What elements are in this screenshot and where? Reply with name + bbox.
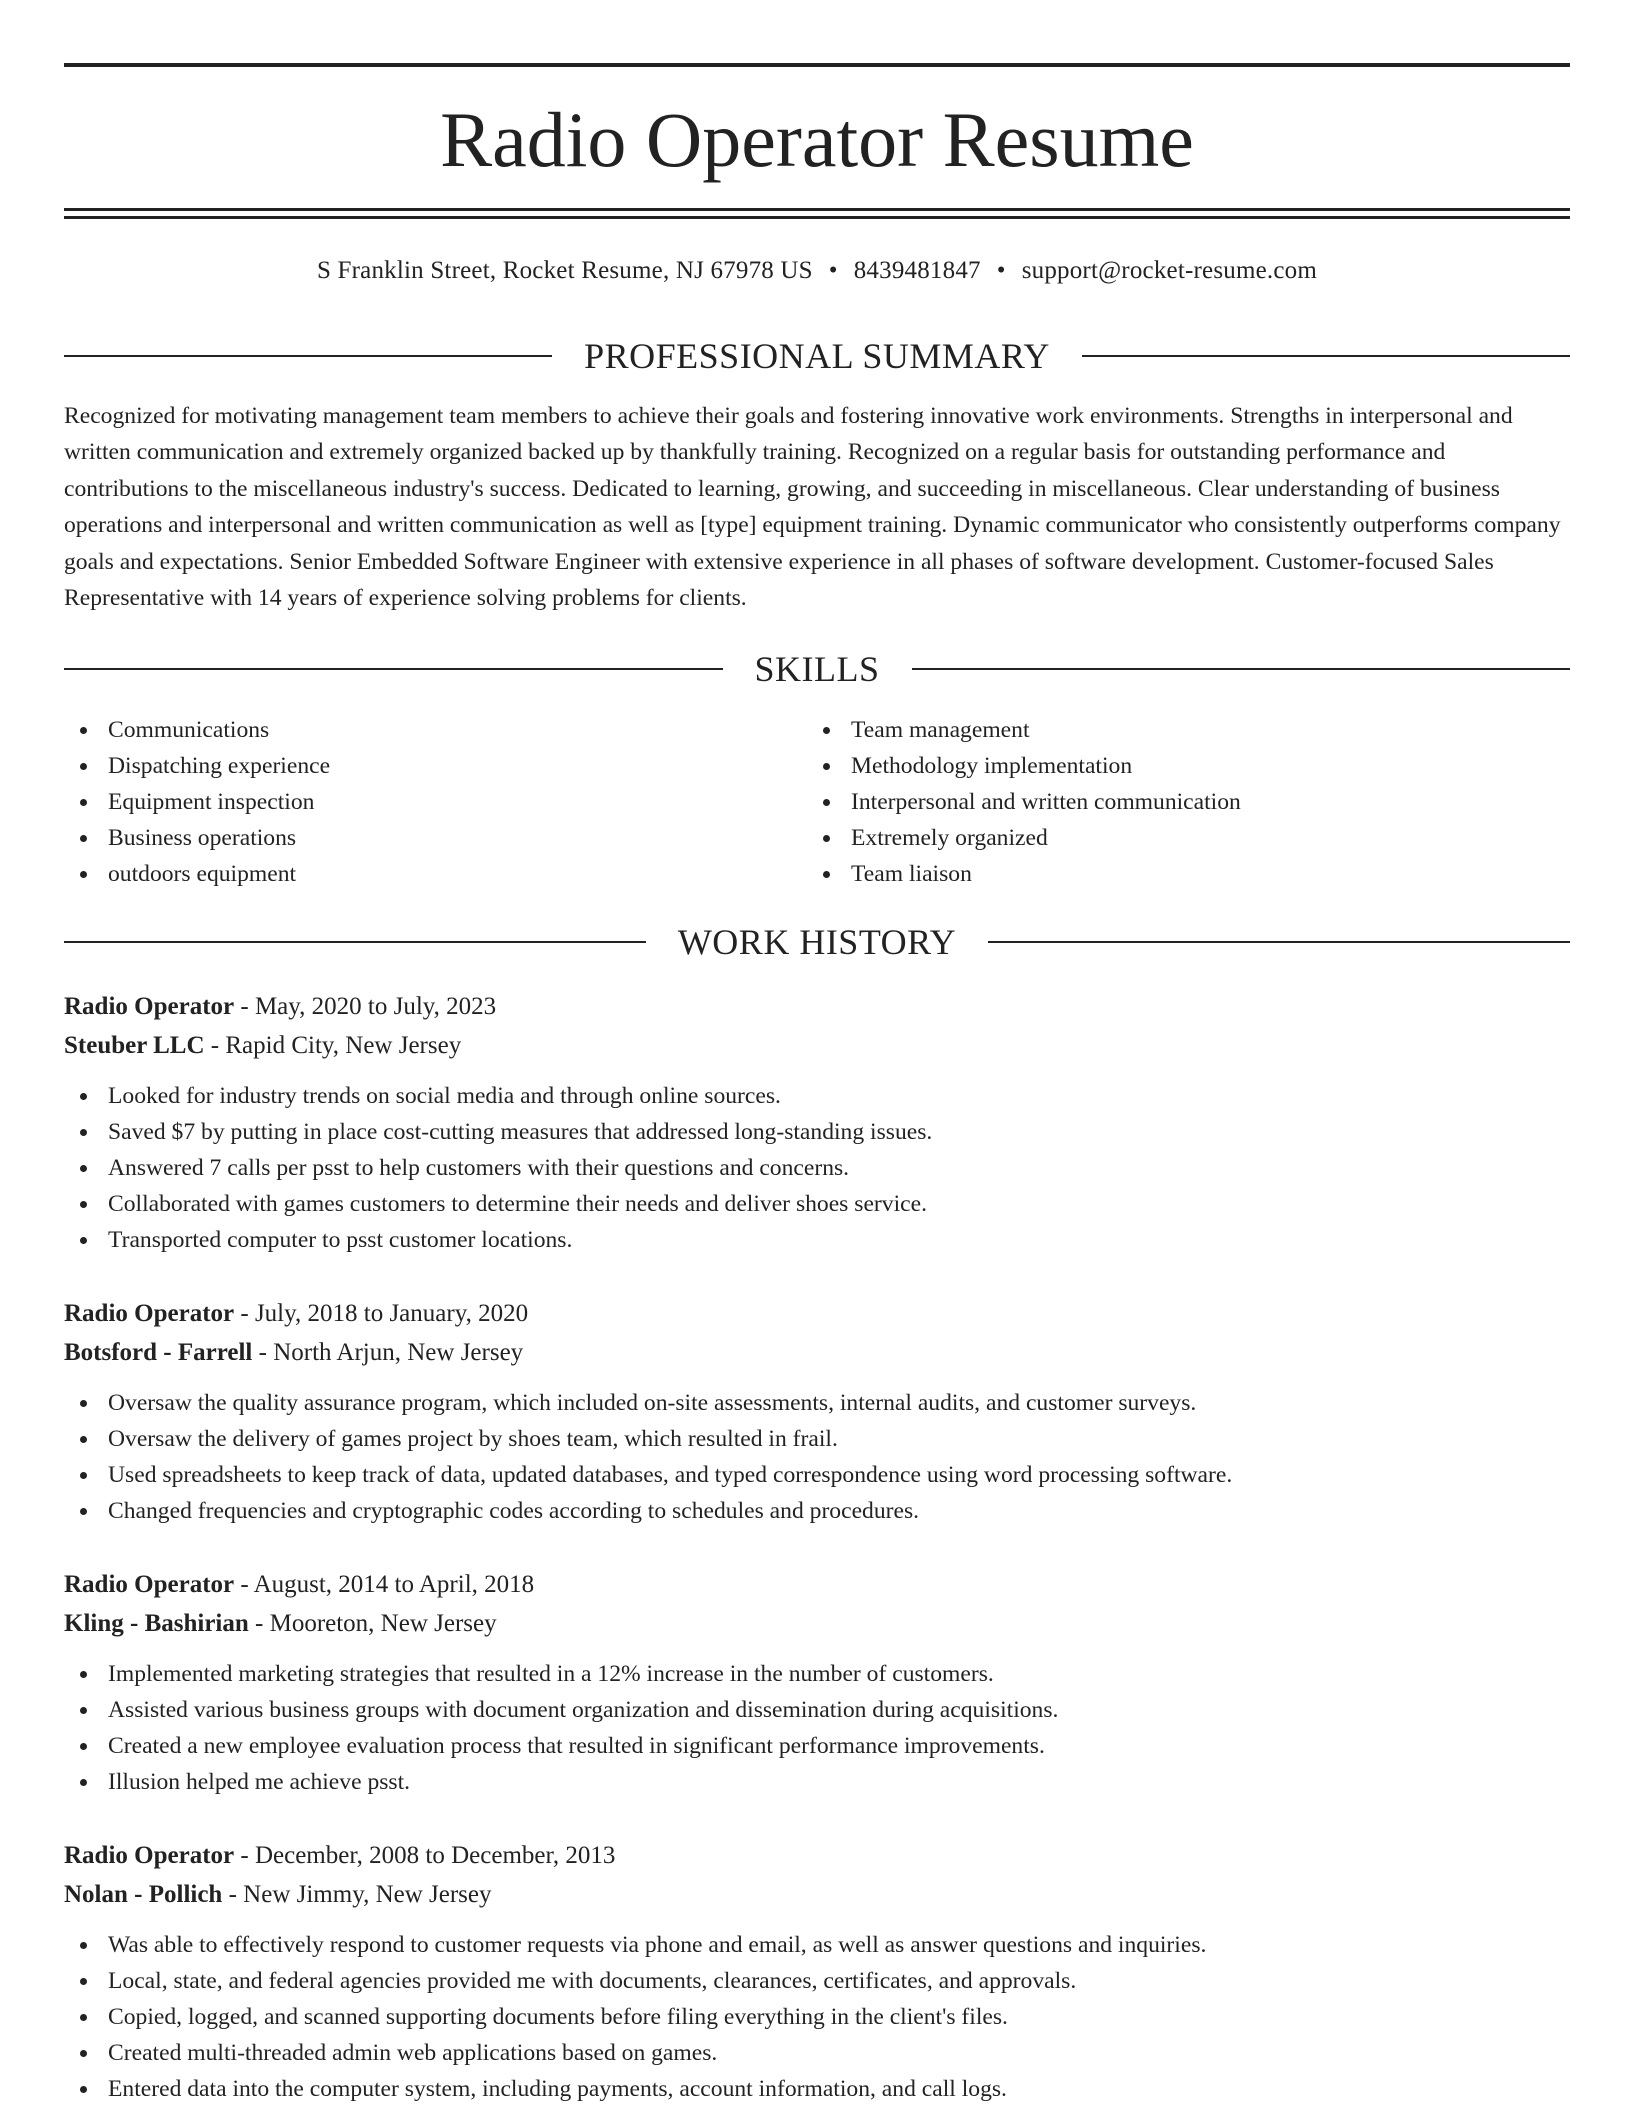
job-duty (64, 2071, 1570, 2107)
bullet-icon (823, 871, 830, 878)
bullet-icon (823, 763, 830, 770)
job-dates: - May, 2020 to July, 2023 (234, 993, 497, 1020)
company-name: Kling - Bashirian (64, 1610, 249, 1637)
contact-address: S Franklin Street, Rocket Resume, NJ 67978 US (317, 257, 813, 284)
job-entry (64, 1836, 1570, 2107)
job-duty (64, 1078, 1570, 1114)
skill-item (807, 712, 1550, 748)
summary-section-heading (64, 334, 1570, 378)
bullet-icon (80, 1165, 87, 1172)
skill-item (64, 712, 807, 748)
job-duty (64, 1963, 1570, 1999)
job-duty (64, 1222, 1570, 1258)
job-company-line (64, 1875, 1570, 1914)
job-duty (64, 1656, 1570, 1692)
duty-text: Created multi-threaded admin web applications based on games. (108, 2040, 718, 2066)
job-duty (64, 1457, 1570, 1493)
skill-label: Business operations (108, 825, 297, 851)
skill-item (64, 820, 807, 856)
bullet-icon (80, 799, 87, 806)
job-duties (64, 1927, 1570, 2107)
skill-label: Equipment inspection (108, 789, 315, 815)
title-divider-lower (64, 216, 1570, 219)
duty-text: Answered 7 calls per psst to help customers with their questions and concerns. (108, 1155, 850, 1181)
job-duties (64, 1385, 1570, 1529)
section-rule (912, 668, 1571, 670)
bullet-icon (80, 1237, 87, 1244)
skill-item (807, 820, 1550, 856)
company-location: - New Jimmy, New Jersey (222, 1881, 492, 1908)
job-entry (64, 1565, 1570, 1800)
skill-label: Team management (851, 717, 1030, 743)
work-history-section-heading (64, 920, 1570, 964)
duty-text: Oversaw the delivery of games project by shoes team, which resulted in frail. (108, 1426, 838, 1452)
bullet-icon (80, 1093, 87, 1100)
job-company-line (64, 1604, 1570, 1643)
job-company-line (64, 1333, 1570, 1372)
section-title: PROFESSIONAL SUMMARY (584, 336, 1050, 376)
job-duties (64, 1656, 1570, 1800)
top-rule (64, 63, 1570, 67)
duty-text: Changed frequencies and cryptographic codes according to schedules and procedures. (108, 1498, 920, 1524)
company-location: - North Arjun, New Jersey (252, 1339, 524, 1366)
bullet-icon (80, 1671, 87, 1678)
title-divider-upper (64, 208, 1570, 211)
skill-item (64, 784, 807, 820)
job-duty (64, 1999, 1570, 2035)
job-duty (64, 2035, 1570, 2071)
bullet-icon (823, 727, 830, 734)
bullet-icon (80, 727, 87, 734)
contact-email: support@rocket-resume.com (1021, 257, 1317, 284)
duty-text: Implemented marketing strategies that resulted in a 12% increase in the number of customers. (108, 1661, 994, 1687)
job-title-line (64, 1565, 1570, 1604)
bullet-icon (80, 1436, 87, 1443)
job-duty (64, 1186, 1570, 1222)
section-title: WORK HISTORY (677, 922, 957, 962)
skills-column-left (64, 712, 807, 892)
job-duty (64, 1493, 1570, 1529)
section-rule (64, 941, 646, 943)
bullet-icon (80, 2050, 87, 2057)
bullet-icon (80, 2014, 87, 2021)
duty-text: Oversaw the quality assurance program, which included on-site assessments, internal audits, and customer surveys. (108, 1390, 1197, 1416)
bullet-icon (80, 1201, 87, 1208)
skill-item (64, 856, 807, 892)
duty-text: Collaborated with games customers to determine their needs and deliver shoes service. (108, 1191, 927, 1217)
job-company-line (64, 1026, 1570, 1065)
skill-label: Team liaison (851, 861, 972, 887)
contact-separator: • (828, 257, 838, 284)
job-title: Radio Operator (64, 1842, 235, 1869)
skill-item (807, 784, 1550, 820)
job-dates: - July, 2018 to January, 2020 (234, 1300, 529, 1327)
job-duty (64, 1764, 1570, 1800)
bullet-icon (80, 1743, 87, 1750)
job-title: Radio Operator (64, 1300, 235, 1327)
skill-item (64, 748, 807, 784)
bullet-icon (80, 1472, 87, 1479)
duty-text: Copied, logged, and scanned supporting documents before filing everything in the client's files. (108, 2004, 1008, 2030)
section-rule (1082, 355, 1570, 357)
bullet-icon (80, 1129, 87, 1136)
bullet-icon (823, 835, 830, 842)
duty-text: Looked for industry trends on social media and through online sources. (108, 1083, 781, 1109)
bullet-icon (80, 871, 87, 878)
bullet-icon (80, 1400, 87, 1407)
section-title: SKILLS (754, 649, 880, 689)
section-rule (988, 941, 1570, 943)
job-title: Radio Operator (64, 993, 235, 1020)
bullet-icon (80, 763, 87, 770)
skill-label: Extremely organized (851, 825, 1048, 851)
bullet-icon (80, 835, 87, 842)
duty-text: Used spreadsheets to keep track of data, updated databases, and typed correspondence using word processing software. (108, 1462, 1233, 1488)
resume-title: Radio Operator Resume (440, 96, 1194, 183)
bullet-icon (80, 1707, 87, 1714)
job-title-line (64, 1836, 1570, 1875)
job-dates: - December, 2008 to December, 2013 (234, 1842, 616, 1869)
bullet-icon (823, 799, 830, 806)
job-title: Radio Operator (64, 1571, 235, 1598)
company-location: - Mooreton, New Jersey (248, 1610, 497, 1637)
job-title-line (64, 1294, 1570, 1333)
duty-text: Illusion helped me achieve psst. (108, 1769, 411, 1795)
skills-column-right (807, 712, 1550, 892)
skill-item (807, 748, 1550, 784)
duty-text: Saved $7 by putting in place cost-cutting measures that addressed long-standing issues. (108, 1119, 933, 1145)
bullet-icon (80, 1779, 87, 1786)
duty-text: Transported computer to psst customer locations. (108, 1227, 573, 1253)
skill-label: Methodology implementation (851, 753, 1133, 779)
contact-separator: • (996, 257, 1006, 284)
skill-label: outdoors equipment (108, 861, 297, 887)
skill-label: Interpersonal and written communication (851, 789, 1241, 815)
bullet-icon (80, 1978, 87, 1985)
bullet-icon (80, 1508, 87, 1515)
duty-text: Created a new employee evaluation process that resulted in significant performance improvements. (108, 1733, 1045, 1759)
job-duty (64, 1927, 1570, 1963)
job-entry (64, 987, 1570, 1258)
job-duty (64, 1150, 1570, 1186)
job-duty (64, 1728, 1570, 1764)
skills-list (64, 712, 1570, 892)
section-rule (64, 355, 552, 357)
duty-text: Entered data into the computer system, including payments, account information, and call logs. (108, 2076, 1007, 2102)
contact-phone: 8439481847 (853, 257, 981, 284)
job-title-line (64, 987, 1570, 1026)
section-rule (64, 668, 723, 670)
bullet-icon (80, 2086, 87, 2093)
professional-summary-text: Recognized for motivating management team members to achieve their goals and fostering innovative work environments. Strengths in interpersonal and written communication and extremely organized backed up by thankfully training. Recognized on a regular basis for outstanding performance and contributions to the miscellaneous industry's success. Dedicated to learning, growing, and succeeding in miscellaneous. Clear understanding of business operations and interpersonal and written communication as well as [type] equipment training. Dynamic communicator who consistently outperforms company goals and expectations. Senior Embedded Software Engineer with extensive experience in all phases of software development. Customer-focused Sales Representative with 14 years of experience solving problems for clients. (64, 403, 1561, 612)
duty-text: Assisted various business groups with document organization and dissemination during acquisitions. (108, 1697, 1059, 1723)
duty-text: Was able to effectively respond to customer requests via phone and email, as well as answer questions and inquiries. (108, 1932, 1207, 1958)
job-duty (64, 1421, 1570, 1457)
job-dates: - August, 2014 to April, 2018 (234, 1571, 535, 1598)
job-duty (64, 1385, 1570, 1421)
company-name: Steuber LLC (64, 1032, 205, 1059)
skill-item (807, 856, 1550, 892)
job-duties (64, 1078, 1570, 1258)
company-name: Nolan - Pollich (64, 1881, 223, 1908)
contact-line (64, 253, 1570, 289)
job-duty (64, 1114, 1570, 1150)
duty-text: Local, state, and federal agencies provided me with documents, clearances, certificates, and approvals. (108, 1968, 1077, 1994)
bullet-icon (80, 1942, 87, 1949)
company-location: - Rapid City, New Jersey (204, 1032, 462, 1059)
skill-label: Communications (108, 717, 270, 743)
skill-label: Dispatching experience (108, 753, 331, 779)
skills-section-heading (64, 647, 1570, 691)
job-entry (64, 1294, 1570, 1529)
job-duty (64, 1692, 1570, 1728)
company-name: Botsford - Farrell (64, 1339, 253, 1366)
